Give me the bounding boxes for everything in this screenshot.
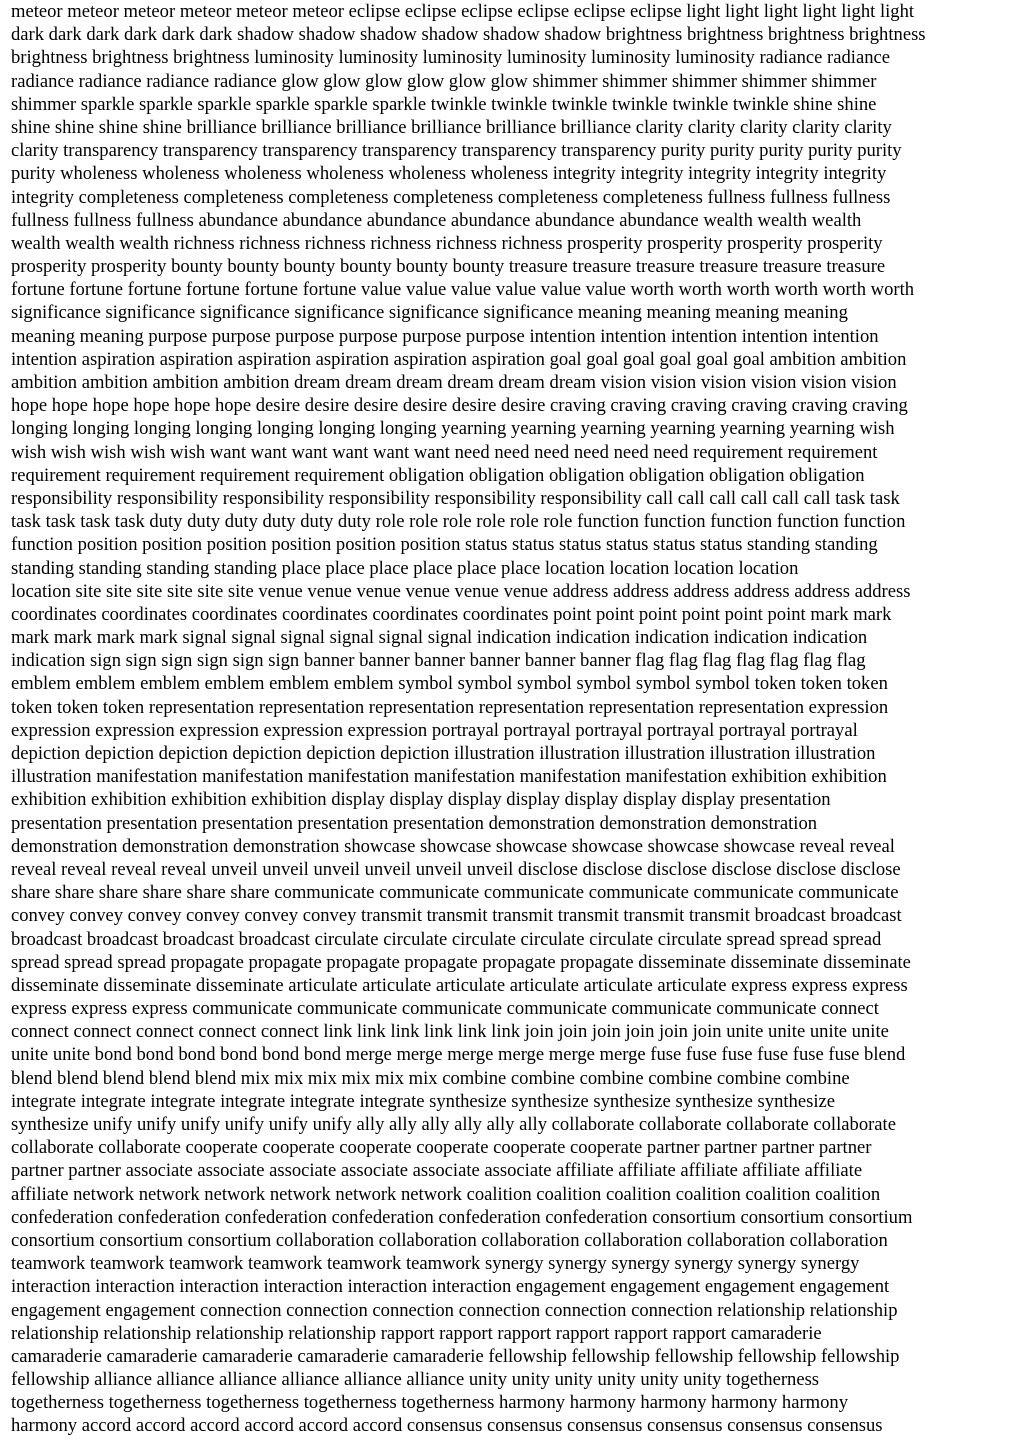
- text-line: expression expression expression expression expression portrayal portrayal portrayal portrayal portrayal portrayal: [11, 719, 858, 741]
- text-line: spread spread spread propagate propagate propagate propagate propagate propagate disseminate disseminate disseminate: [11, 951, 911, 973]
- text-line: requirement requirement requirement requirement obligation obligation obligation obligation obligation obligation: [11, 464, 865, 486]
- text-line: reveal reveal reveal reveal unveil unveil unveil unveil unveil unveil disclose disclose disclose disclose disclose disclose: [11, 858, 901, 880]
- text-line: intention aspiration aspiration aspiration aspiration aspiration aspiration goal goal goal goal goal goal ambition ambition: [11, 348, 907, 370]
- text-line: depiction depiction depiction depiction depiction depiction illustration illustration illustration illustration illustration: [11, 743, 876, 764]
- text-line: camaraderie camaraderie camaraderie camaraderie camaraderie fellowship fellowship fellowship fellowship fellowship: [11, 1345, 900, 1367]
- text-line: presentation presentation presentation presentation presentation demonstration demonstration demonstration: [11, 812, 818, 834]
- text-line: meaning meaning purpose purpose purpose purpose purpose purpose intention intention intention intention intention: [11, 325, 879, 347]
- text-line: fortune fortune fortune fortune fortune fortune value value value value value value worth worth worth worth worth worth: [11, 279, 915, 301]
- text-line: emblem emblem emblem emblem emblem emblem symbol symbol symbol symbol symbol symbol token token token: [11, 673, 888, 695]
- text-line: dark dark dark dark dark dark shadow shadow shadow shadow shadow shadow brightness brightness brightness brightness: [11, 24, 926, 46]
- text-line: illustration manifestation manifestation manifestation manifestation manifestation manifestation exhibition exhibition: [11, 766, 887, 788]
- text-line: wish wish wish wish wish want want want want want want need need need need need need requirement requirement: [11, 441, 878, 463]
- text-line: significance significance significance significance significance significance meaning meaning meaning meaning: [11, 302, 848, 324]
- text-line: ambition ambition ambition ambition dream dream dream dream dream dream vision vision vision vision vision vision: [11, 372, 897, 393]
- text-line: exhibition exhibition exhibition exhibition display display display display display display display presentation: [11, 789, 831, 811]
- text-line: convey convey convey convey convey convey transmit transmit transmit transmit transmit transmit broadcast broadcast: [11, 905, 902, 927]
- text-line: hope hope hope hope hope hope desire desire desire desire desire desire craving craving craving craving craving craving: [11, 395, 908, 417]
- text-line: token token token representation representation representation representation representation representation expression: [11, 696, 889, 718]
- text-line: standing standing standing standing place place place place place place location location location location: [11, 557, 799, 579]
- text-line: connect connect connect connect connect link link link link link link join join join join join join unite unite unite unite: [11, 1021, 889, 1043]
- text-line: affiliate network network network network network network coalition coalition coalition coalition coalition coalition: [11, 1183, 881, 1205]
- text-line: togetherness togetherness togetherness togetherness togetherness harmony harmony harmony harmony harmony: [11, 1392, 849, 1414]
- body-text: [11, 0, 1015, 1438]
- text-line: broadcast broadcast broadcast broadcast circulate circulate circulate circulate circulate circulate spread spread spread: [11, 928, 882, 950]
- text-line: share share share share share share communicate communicate communicate communicate communicate communicate: [11, 882, 899, 904]
- text-line: unite unite bond bond bond bond bond bond merge merge merge merge merge merge fuse fuse fuse fuse fuse fuse blend: [11, 1044, 906, 1066]
- text-line: shimmer sparkle sparkle sparkle sparkle sparkle sparkle twinkle twinkle twinkle twinkle twinkle twinkle shine shine: [11, 93, 877, 115]
- text-line: fellowship alliance alliance alliance alliance alliance alliance unity unity unity unity unity unity togetherness: [11, 1369, 820, 1391]
- text-line: synthesize unify unify unify unify unify unify ally ally ally ally ally ally collaborate collaborate collaborate collaborate: [11, 1114, 896, 1135]
- text-line: meteor meteor meteor meteor meteor meteor eclipse eclipse eclipse eclipse eclipse eclipse light light light light light light: [11, 1, 915, 22]
- text-line: prosperity prosperity bounty bounty bounty bounty bounty bounty treasure treasure treasure treasure treasure treasure: [11, 256, 886, 278]
- text-line: mark mark mark mark signal signal signal signal signal signal indication indication indication indication indication: [11, 627, 868, 649]
- text-line: relationship relationship relationship relationship rapport rapport rapport rapport rapport rapport camaraderie: [11, 1322, 822, 1344]
- text-line: task task task task duty duty duty duty duty duty role role role role role role function function function function function: [11, 511, 906, 533]
- text-line: brightness brightness brightness luminosity luminosity luminosity luminosity luminosity luminosity radiance radiance: [11, 47, 891, 69]
- text-line: demonstration demonstration demonstration showcase showcase showcase showcase showcase showcase reveal reveal: [11, 835, 895, 857]
- text-line: confederation confederation confederation confederation confederation confederation consortium consortium consortium: [11, 1206, 913, 1228]
- text-line: blend blend blend blend blend mix mix mix mix mix mix combine combine combine combine combine combine: [11, 1067, 850, 1089]
- text-line: function position position position position position position status status status status status status standing standing: [11, 534, 878, 556]
- text-line: shine shine shine shine brilliance brilliance brilliance brilliance brilliance brilliance clarity clarity clarity clarity clarity: [11, 116, 892, 138]
- text-line: location site site site site site site venue venue venue venue venue venue address address address address address address: [11, 580, 911, 602]
- text-line: radiance radiance radiance radiance glow glow glow glow glow glow shimmer shimmer shimmer shimmer shimmer: [11, 70, 877, 92]
- text-line: interaction interaction interaction interaction interaction interaction engagement engagement engagement engagement: [11, 1276, 890, 1298]
- text-line: disseminate disseminate disseminate articulate articulate articulate articulate articulate articulate express express express: [11, 974, 908, 996]
- text-line: fullness fullness fullness abundance abundance abundance abundance abundance abundance wealth wealth wealth: [11, 209, 862, 231]
- text-line: integrity completeness completeness completeness completeness completeness completeness fullness fullness fullness: [11, 186, 891, 208]
- text-line: responsibility responsibility responsibility responsibility responsibility responsibility call call call call call call task task: [11, 487, 900, 509]
- text-line: partner partner associate associate associate associate associate associate affiliate affiliate affiliate affiliate affiliate: [11, 1160, 863, 1182]
- text-line: engagement engagement connection connection connection connection connection connection relationship relationship: [11, 1299, 898, 1321]
- text-line: collaborate collaborate cooperate cooperate cooperate cooperate cooperate cooperate partner partner partner partner: [11, 1137, 872, 1159]
- text-line: consortium consortium consortium collaboration collaboration collaboration collaboration collaboration collaboration: [11, 1229, 888, 1251]
- text-line: express express express communicate communicate communicate communicate communicate communicate connect: [11, 998, 879, 1020]
- text-line: harmony accord accord accord accord accord accord consensus consensus consensus consensus consensus consensus: [11, 1415, 883, 1437]
- text-line: teamwork teamwork teamwork teamwork teamwork teamwork synergy synergy synergy synergy synergy synergy: [11, 1253, 860, 1275]
- text-line: longing longing longing longing longing longing longing yearning yearning yearning yearning yearning yearning wish: [11, 418, 895, 440]
- text-line: purity wholeness wholeness wholeness wholeness wholeness wholeness integrity integrity integrity integrity integrity: [11, 163, 887, 185]
- text-line: coordinates coordinates coordinates coordinates coordinates coordinates point point point point point point mark mark: [11, 603, 892, 625]
- text-line: wealth wealth wealth richness richness richness richness richness richness prosperity prosperity prosperity prosperity: [11, 232, 883, 254]
- text-line: clarity transparency transparency transparency transparency transparency transparency purity purity purity purity purity: [11, 140, 902, 162]
- text-line: indication sign sign sign sign sign sign banner banner banner banner banner banner flag flag flag flag flag flag flag: [11, 650, 866, 672]
- text-line: integrate integrate integrate integrate integrate integrate synthesize synthesize synthesize synthesize synthesize: [11, 1090, 835, 1112]
